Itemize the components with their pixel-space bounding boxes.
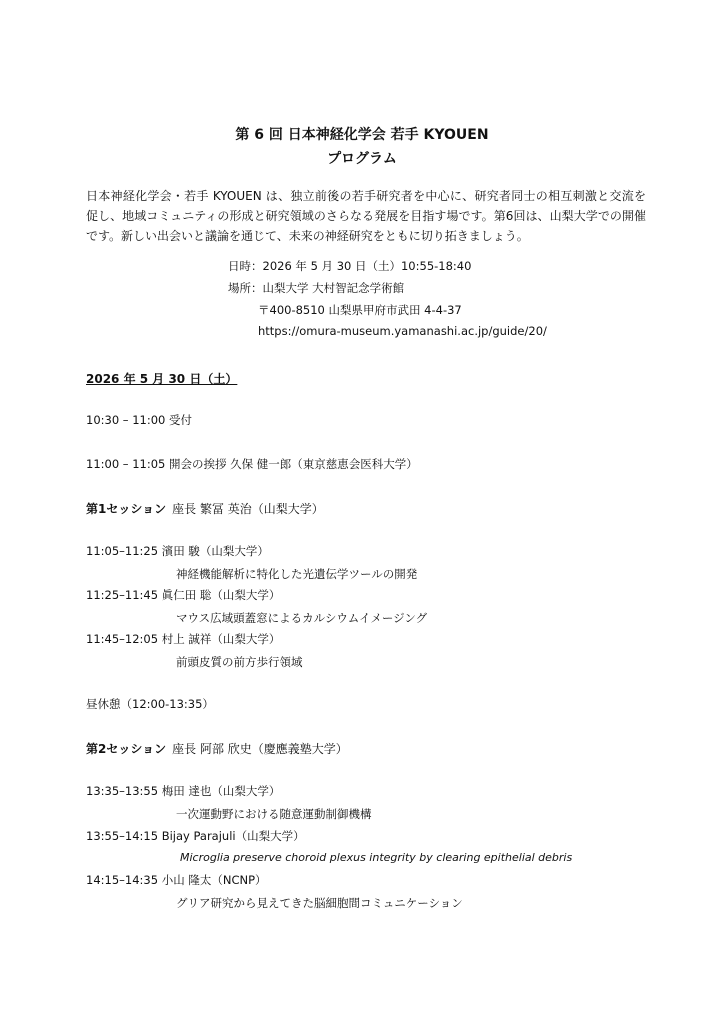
event-datetime: 日時：2026 年 5 月 30 日（土）10:55-18:40: [228, 259, 472, 273]
session1-talk1-speaker: 11:05–11:25 濱田 駿（山梨大学）: [86, 544, 269, 558]
intro-paragraph: 日本神経化学会・若手 KYOUEN は、独立前後の若手研究者を中心に、研究者同士の相互刺激と交流を促し、地域コミュニティの形成と研究領域のさらなる発展を目指す場です。第6回は、山梨大学での開催です。新しい出会いと議論を通じて、未来の神経研究をともに切り拓きましょう。: [86, 189, 646, 243]
session1-label: 第1セッション: [86, 502, 167, 516]
session2-header: [86, 740, 348, 757]
session1-talk1-title: 神経機能解析に特化した光遺伝学ツールの開発: [176, 567, 418, 581]
session2-talk1-speaker: 13:35–13:55 梅田 達也（山梨大学）: [86, 784, 281, 798]
session2-talk2-title: Microglia preserve choroid plexus integrity by clearing epithelial debris: [180, 851, 573, 864]
session2-talk3-title: グリア研究から見えてきた脳細胞間コミュニケーション: [176, 896, 463, 910]
opening-remarks-line: 11:00 – 11:05 開会の挨拶 久保 健一郎（東京慈恵会医科大学）: [86, 457, 418, 471]
session2-chair: 座長 阿部 欣史（慶應義塾大学）: [172, 742, 348, 756]
session2-talk2-speaker: 13:55–14:15 Bijay Parajuli（山梨大学）: [86, 829, 305, 843]
program-subtitle: プログラム: [327, 151, 397, 167]
event-url[interactable]: https://omura-museum.yamanashi.ac.jp/guide/20/: [258, 324, 547, 338]
session1-chair: 座長 繁冨 英治（山梨大学）: [172, 502, 324, 516]
session1-talk3-speaker: 11:45–12:05 村上 誠祥（山梨大学）: [86, 632, 281, 646]
lunch-break-line: 昼休憩（12:00-13:35）: [86, 697, 214, 711]
date-heading: 2026 年 5 月 30 日（土）: [86, 372, 238, 386]
session1-talk3-title: 前頭皮質の前方歩行領域: [176, 655, 303, 669]
session1-header: [86, 500, 324, 517]
reception-line: 10:30 – 11:00 受付: [86, 413, 192, 427]
session2-talk3-speaker: 14:15–14:35 小山 隆太（NCNP）: [86, 873, 267, 887]
session2-label: 第2セッション: [86, 742, 167, 756]
program-title: 第 6 回 日本神経化学会 若手 KYOUEN: [235, 127, 489, 143]
session1-talk2-speaker: 11:25–11:45 眞仁田 聡（山梨大学）: [86, 588, 281, 602]
session2-talk1-title: 一次運動野における随意運動制御機構: [176, 807, 372, 821]
session1-talk2-title: マウス広域頭蓋窓によるカルシウムイメージング: [176, 611, 428, 625]
event-address: 〒400-8510 山梨県甲府市武田 4-4-37: [258, 303, 462, 317]
event-venue: 場所：山梨大学 大村智記念学術館: [228, 281, 405, 295]
